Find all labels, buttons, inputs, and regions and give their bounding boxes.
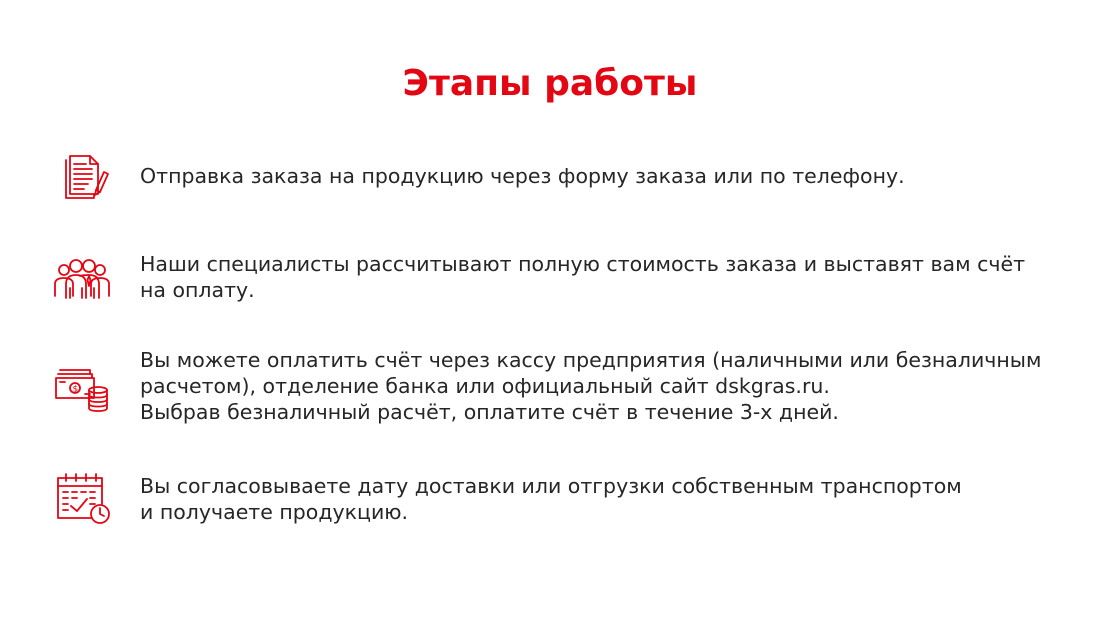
step-payment-text: Вы можете оплатить счёт через кассу предприятия (наличными или безналичным расчетом), отделение банка или официальный сайт dskgras.ru. Выбрав безналичный расчёт, оплатите счёт в течение 3-х дней. xyxy=(140,348,1042,424)
step-delivery-text: Вы согласовываете дату доставки или отгрузки собственным транспортом и получаете продукцию. xyxy=(140,474,962,524)
delivery-calendar-icon xyxy=(52,470,112,526)
page-title: Этапы работы xyxy=(402,63,698,104)
step-order-text: Отправка заказа на продукцию через форму заказа или по телефону. xyxy=(140,164,905,188)
money-payment-icon xyxy=(52,360,112,416)
step-calculation-text: Наши специалисты рассчитывают полную стоимость заказа и выставят вам счёт на оплату. xyxy=(140,252,1026,302)
order-form-icon xyxy=(52,150,112,206)
specialists-group-icon xyxy=(52,252,112,308)
svg-text:$: $ xyxy=(72,384,79,395)
